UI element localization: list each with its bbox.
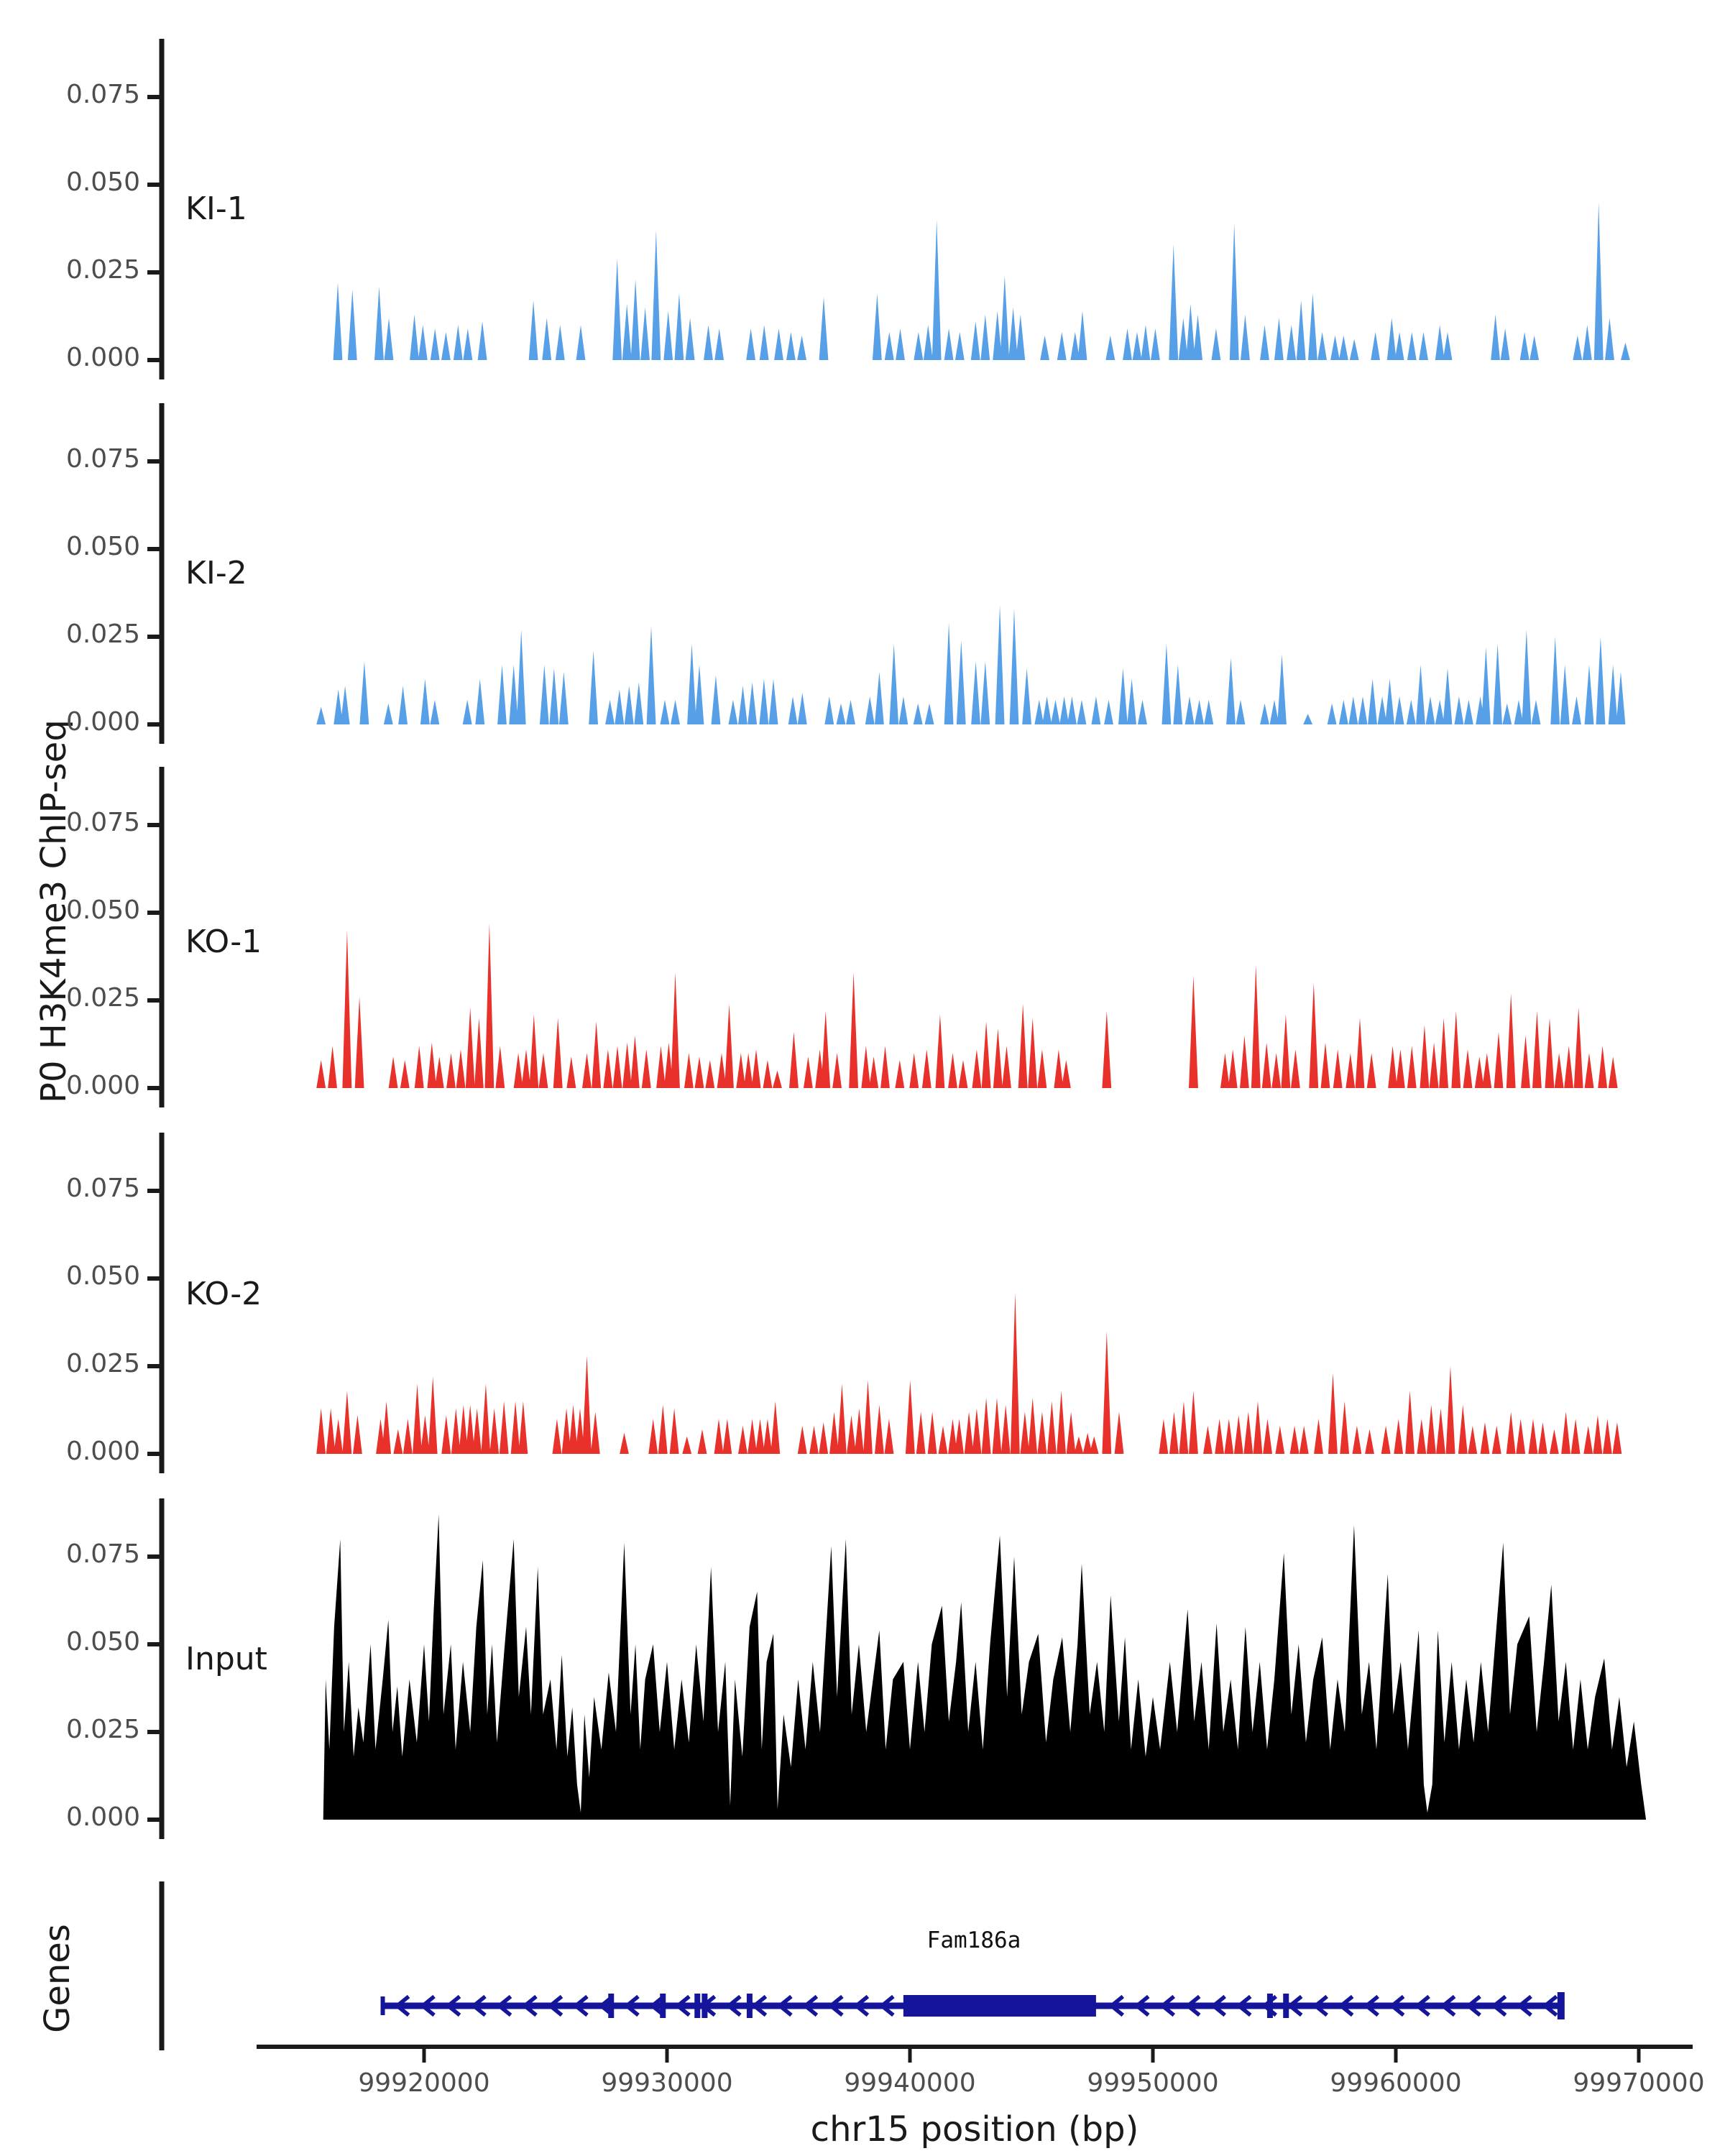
y-tick-label-KI-2: 0.000 [65,707,140,737]
track-label-ki2: KI-2 [185,555,247,591]
y-tick-label-KI-2: 0.025 [65,619,140,649]
track-label-ko1: KO-1 [185,923,262,960]
y-tick-label-KI-2: 0.050 [65,532,140,561]
y-tick-label-KI-1: 0.025 [65,255,140,285]
y-tick-label-KO-1: 0.000 [65,1071,140,1100]
x-tick-label: 99960000 [1330,2068,1462,2098]
y-tick-label-KO-2: 0.000 [65,1437,140,1466]
y-tick-label-KO-1: 0.075 [65,808,140,837]
y-axis-title: P0 H3K4me3 ChIP-seq [34,719,74,1103]
gene-start-bar [381,1996,385,2015]
y-tick-label-Input: 0.000 [65,1802,140,1832]
y-tick-label-KO-1: 0.050 [65,895,140,925]
track-label-ko2: KO-2 [185,1276,262,1312]
y-tick-label-KO-2: 0.075 [65,1174,140,1203]
signal-area-Input [323,1514,1646,1820]
track-label-input: Input [185,1641,267,1677]
x-tick-label: 99970000 [1573,2068,1705,2098]
y-tick-label-KI-1: 0.000 [65,343,140,372]
signal-area-KO-1 [316,923,1617,1088]
y-tick-label-Input: 0.050 [65,1627,140,1657]
x-tick-label: 99940000 [844,2068,976,2098]
y-tick-label-Input: 0.025 [65,1715,140,1744]
y-tick-label-KO-2: 0.025 [65,1349,140,1378]
y-tick-label-Input: 0.075 [65,1539,140,1569]
y-tick-label-KO-2: 0.050 [65,1261,140,1291]
track-label-ki1: KI-1 [185,190,247,227]
x-tick-label: 99930000 [601,2068,733,2098]
signal-area-KI-2 [316,605,1625,724]
signal-area-KI-1 [334,202,1630,360]
gene-thick-exon [903,1995,1096,2017]
x-tick-label: 99950000 [1087,2068,1219,2098]
signal-area-KO-2 [316,1293,1622,1455]
gene-name-label: Fam186a [926,1927,1021,1953]
gene-end-bar [1558,1992,1565,2019]
y-tick-label-KO-1: 0.025 [65,983,140,1013]
y-tick-label-KI-1: 0.075 [65,80,140,109]
y-tick-label-KI-2: 0.075 [65,444,140,474]
y-tick-label-KI-1: 0.050 [65,167,140,197]
x-tick-label: 99920000 [358,2068,490,2098]
genes-panel-title: Genes [37,1924,78,2033]
gene-thin-exon [694,1994,700,2018]
x-axis-title: chr15 position (bp) [810,2109,1139,2150]
